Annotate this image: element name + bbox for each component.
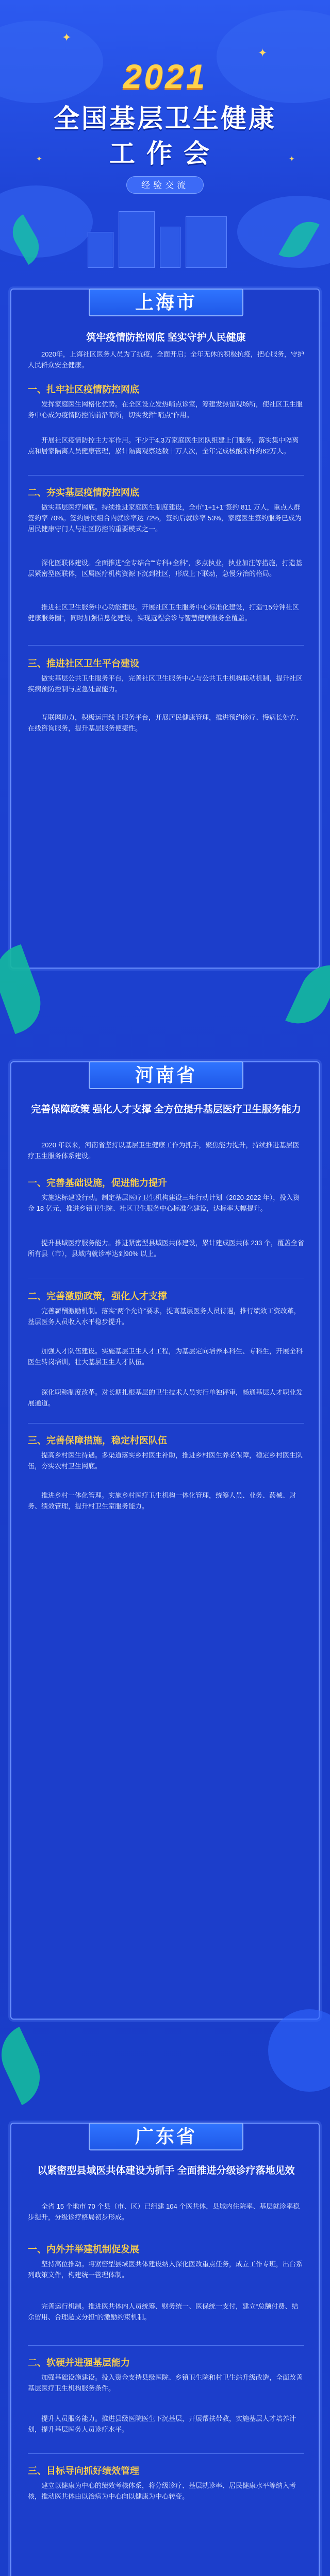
- header-title-line2: 工作会: [109, 139, 221, 168]
- paragraph: 完善运行机制。推进医共体内人员统筹、财务统一、医保统一支付，建立“总额付费、结余留用、合理超支分担”的激励约束机制。: [28, 2302, 299, 2321]
- block-heading: 一、完善基础设施，促进能力提升: [28, 1178, 167, 1188]
- paragraph: 提升县域医疗服务能力。推进紧密型县域医共体建设，累计建成医共体 233 个，覆盖全省所有县（市），县域内就诊率达到90% 以上。: [28, 1239, 304, 1258]
- paragraph: 推进社区卫生服务中心功能建设。开展社区卫生服务中心标准化建设，打造“15分钟社区健康服务圈”，同时加强信息化建设，实现远程会诊与智慧健康服务全覆盖。: [28, 603, 299, 622]
- section-card-shanghai: [10, 289, 320, 969]
- section-intro: 2020 年以来，河南省坚持以基层卫生健康工作为抓手，聚焦能力提升，持续推进基层医疗卫生服务体系建设。: [28, 1141, 300, 1160]
- paragraph: 做实基层公共卫生服务平台，完善社区卫生服务中心与公共卫生机构联动机制，提升社区疾病预防控制与应急处置能力。: [28, 674, 303, 693]
- paragraph: 加强人才队伍建设。实施基层卫生人才工程，为基层定向培养本科生、专科生，开展全科医生转岗培训，壮大基层卫生人才队伍。: [28, 1347, 303, 1366]
- section-intro: 全省 15 个地市 70 个县（市、区）已组建 104 个医共体，县域内住院率、基层就诊率稳步提升，分级诊疗格局初步形成。: [28, 2202, 300, 2221]
- province-banner: 上海市: [89, 289, 243, 316]
- divider: [28, 475, 304, 476]
- paragraph: 深化医联体建设。全面推进“全专结合”“专科+全科”，多点执业，执业加注等措施，打造基层紧密型医联体，区属医疗机构资源下沉到社区，形成上下联动，急慢分治的格局。: [28, 559, 302, 578]
- paragraph: 推进乡村一体化管理。实施乡村医疗卫生机构一体化管理，统筹人员、业务、药械、财务、绩效管理，提升村卫生室服务能力。: [28, 1492, 296, 1510]
- section-card-guangdong: [10, 2123, 320, 2576]
- paragraph: 完善薪酬激励机制。落实“两个允许”要求，提高基层医务人员待遇，推行绩效工资改革，基层医务人员收入水平稳步提升。: [28, 1307, 301, 1326]
- paragraph: 实施达标建设行动。制定基层医疗卫生机构建设三年行动计划（2020-2022 年），投入资金 18 亿元，推进乡镇卫生院、社区卫生服务中心标准化建设，达标率大幅提升。: [28, 1194, 300, 1212]
- province-banner: 河南省: [89, 1061, 243, 1089]
- divider: [28, 2453, 304, 2454]
- building-decor: [119, 211, 155, 268]
- divider: [28, 645, 304, 646]
- block-heading: 二、软硬并进强基层能力: [28, 2358, 130, 2368]
- paragraph: 发挥家庭医生网格化优势。在全区设立发热哨点诊室，筹建发热留观场所，使社区卫生服务中心成为疫情防控的前沿哨所，切实发挥“哨点”作用。: [28, 400, 303, 419]
- block-heading: 二、夯实基层疫情防控网底: [28, 487, 139, 498]
- paragraph: 提升人员服务能力。推进县级医院医生下沉基层，开展帮扶带教，实施基层人才培养计划，提升基层医务人员诊疗水平。: [28, 2415, 296, 2433]
- building-decor: [160, 227, 180, 268]
- paragraph: 互联网助力，积极运用线上服务平台，开展居民健康管理，推进预约诊疗、慢病长处方、在线咨询服务，提升基层服务便捷性。: [28, 714, 303, 732]
- paragraph: 开展社区疫情防控主力军作用。不少于4.3万家庭医生团队组建上门服务，落实集中隔离点和居家隔离人员健康管理，累计隔离观察达数十万人次，全年完成核酸采样约62万人。: [28, 436, 299, 455]
- section-intro: 2020年，上海社区医务人员为了抗疫，全面开启；全年无休的积极抗疫，把心服务，守护人民群众安全健康。: [28, 350, 304, 369]
- block-heading: 三、推进社区卫生平台建设: [28, 658, 139, 669]
- paragraph: 建立以健康为中心的绩效考核体系，将分级诊疗、基层就诊率、居民健康水平等纳入考核，推动医共体由以治病为中心向以健康为中心转变。: [28, 2482, 296, 2500]
- block-heading: 三、目标导向抓好绩效管理: [28, 2466, 139, 2476]
- header-title-line1: 全国基层卫生健康: [54, 104, 276, 133]
- circle-decor: [268, 2009, 330, 2092]
- block-heading: 一、扎牢社区疫情防控网底: [28, 384, 139, 395]
- building-decor: [88, 232, 113, 268]
- paragraph: 提高乡村医生待遇。多渠道落实乡村医生补助，推进乡村医生养老保障，稳定乡村医生队伍，夯实农村卫生网底。: [28, 1451, 303, 1470]
- divider: [28, 2345, 304, 2346]
- province-banner: 广东省: [89, 2123, 243, 2150]
- paragraph: 深化职称制度改革。对长期扎根基层的卫生技术人员实行单独评审，畅通基层人才职业发展通道。: [28, 1388, 303, 1407]
- section-theme: 完善保障政策 强化人才支撑 全方位提升基层医疗卫生服务能力: [31, 1104, 301, 1115]
- header-subtitle: 经验交流: [126, 176, 204, 194]
- cloud-decor: [237, 196, 330, 268]
- star-icon: ✦: [258, 46, 268, 59]
- paragraph: 坚持高位推动。将紧密型县域医共体建设纳入深化医改重点任务，成立工作专班，出台系列政策文件，构建统一管理体制。: [28, 2260, 303, 2279]
- paragraph: 加强基础设施建设。投入资金支持县级医院、乡镇卫生院和村卫生站升级改造，全面改善基层医疗卫生机构服务条件。: [28, 2374, 303, 2392]
- block-heading: 二、完善激励政策，强化人才支撑: [28, 1291, 167, 1301]
- cloud-decor: [0, 185, 93, 258]
- building-decor: [186, 216, 227, 268]
- hero-header: [0, 0, 330, 268]
- leaf-decor: [0, 2027, 50, 2105]
- star-icon: ✦: [62, 31, 72, 44]
- section-theme: 以紧密型县域医共体建设为抓手 全面推进分级诊疗落地见效: [37, 2165, 295, 2176]
- section-card-henan: [10, 1061, 320, 2020]
- block-heading: 三、完善保障措施，稳定村医队伍: [28, 1435, 167, 1446]
- star-icon: ✦: [289, 155, 295, 163]
- paragraph: 做实基层医疗网底。持续推进家庭医生制度建设，全市“1+1+1”签约 811 万人，重点人群签约率 70%。签约居民组合内就诊率达 72%，签约后就诊率 53%，家庭医生签约服务已成为居民健康守门人与社区防控的重要模式之一。: [28, 503, 302, 533]
- block-heading: 一、内外并举建机制促发展: [28, 2244, 139, 2255]
- header-year: 2021: [123, 57, 207, 95]
- section-theme: 筑牢疫情防控网底 坚实守护人民健康: [86, 332, 246, 343]
- star-icon: ✦: [36, 155, 42, 163]
